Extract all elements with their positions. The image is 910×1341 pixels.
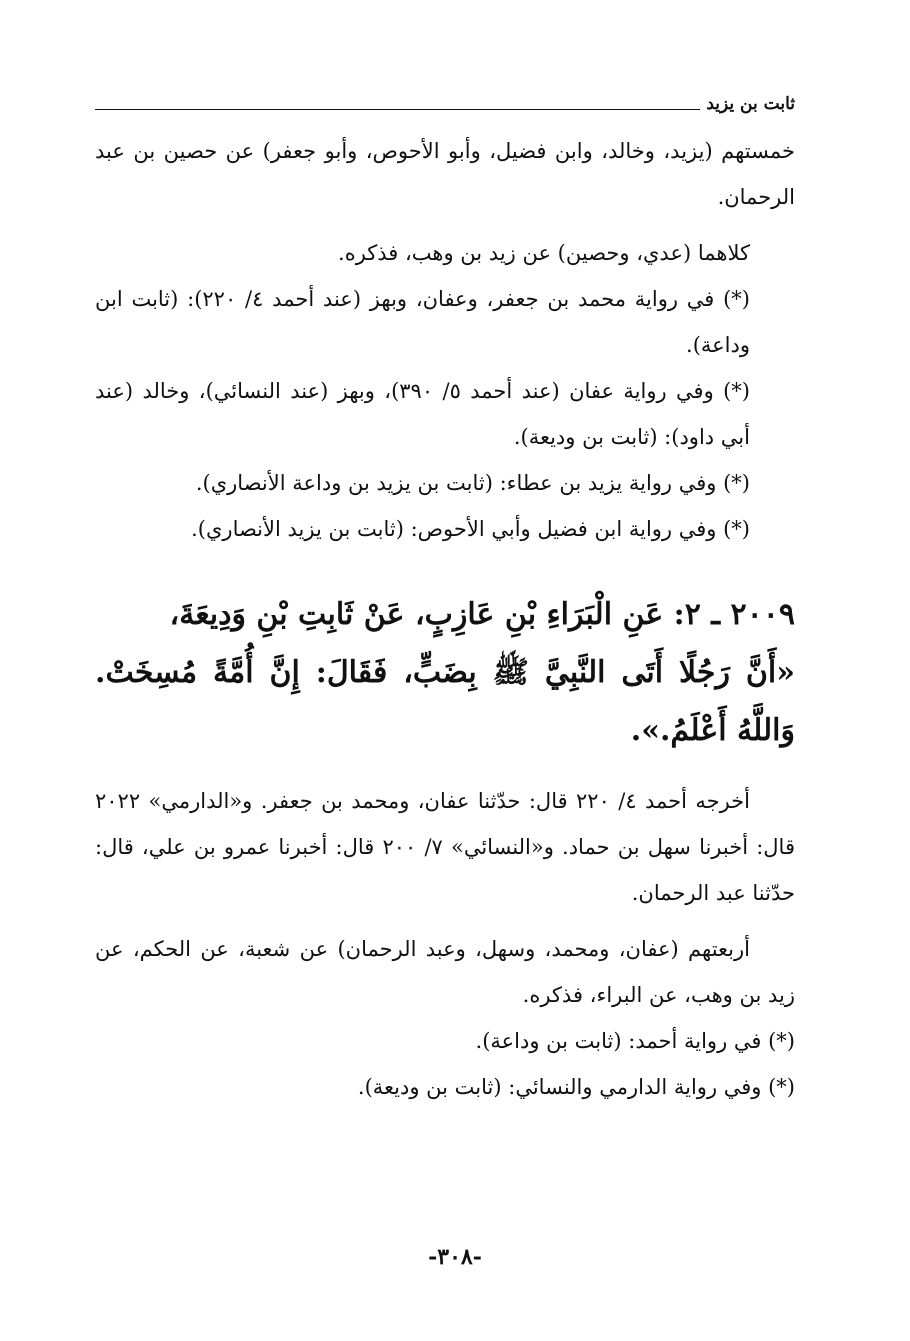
page-number: -٣٠٨- [428,1244,482,1270]
header-rule [95,109,795,110]
hadith-matn: «أَنَّ رَجُلًا أَتَى النَّبِيَّ ﷺ بِضَبٍّ، فَقَالَ: إِنَّ أُمَّةً مُسِخَتْ. وَاللَّهُ أَعْلَمُ.». [95,655,795,748]
running-header [95,94,795,118]
page-body [95,128,795,1110]
note-ibn-jafar: (*) في رواية محمد بن جعفر، وعفان، وبهز (عند أحمد ٤/ ٢٢٠): (ثابت ابن وداعة). [95,287,750,357]
takhrij-sources: أخرجه أحمد ٤/ ٢٢٠ قال: حدّثنا عفان، ومحمد بن جعفر. و«الدارمي» ٢٠٢٢ قال: أخبرنا سهل بن حماد. و«النسائي» ٧/ ٢٠٠ قال: أخبرنا عمرو بن علي، قال: حدّثنا عبد الرحمان. [95,789,795,905]
note-affan: (*) وفي رواية عفان (عند أحمد ٥/ ٣٩٠)، وبهز (عند النسائي)، وخالد (عند أبي داود): (ثابت بن وديعة). [95,379,750,449]
hadith-isnad: ٢٠٠٩ ـ ٢: عَنِ الْبَرَاءِ بْنِ عَازِبٍ، عَنْ ثَابِتِ بْنِ وَدِيعَةَ، [169,597,795,632]
note-ahmad: (*) في رواية أحمد: (ثابت بن وداعة). [475,1029,795,1053]
hadith-block [95,586,795,760]
note-darimi-nasai: (*) وفي رواية الدارمي والنسائي: (ثابت بن وديعة). [357,1075,795,1099]
note-yazid-ibn-ata: (*) وفي رواية يزيد بن عطاء: (ثابت بن يزيد بن وداعة الأنصاري). [195,471,750,495]
header-title: ثابت بن يزيد [700,94,795,114]
paragraph-both-narrators: كلاهما (عدي، وحصين) عن زيد بن وهب، فذكره. [338,241,750,265]
note-ibn-fudayl: (*) وفي رواية ابن فضيل وأبي الأحوص: (ثابت بن يزيد الأنصاري). [191,517,750,541]
paragraph-chain-end: خمستهم (يزيد، وخالد، وابن فضيل، وأبو الأحوص، وأبو جعفر) عن حصين بن عبد الرحمان. [95,139,795,209]
takhrij-chain: أربعتهم (عفان، ومحمد، وسهل، وعبد الرحمان) عن شعبة، عن الحكم، عن زيد بن وهب، عن البراء، فذكره. [95,937,795,1007]
